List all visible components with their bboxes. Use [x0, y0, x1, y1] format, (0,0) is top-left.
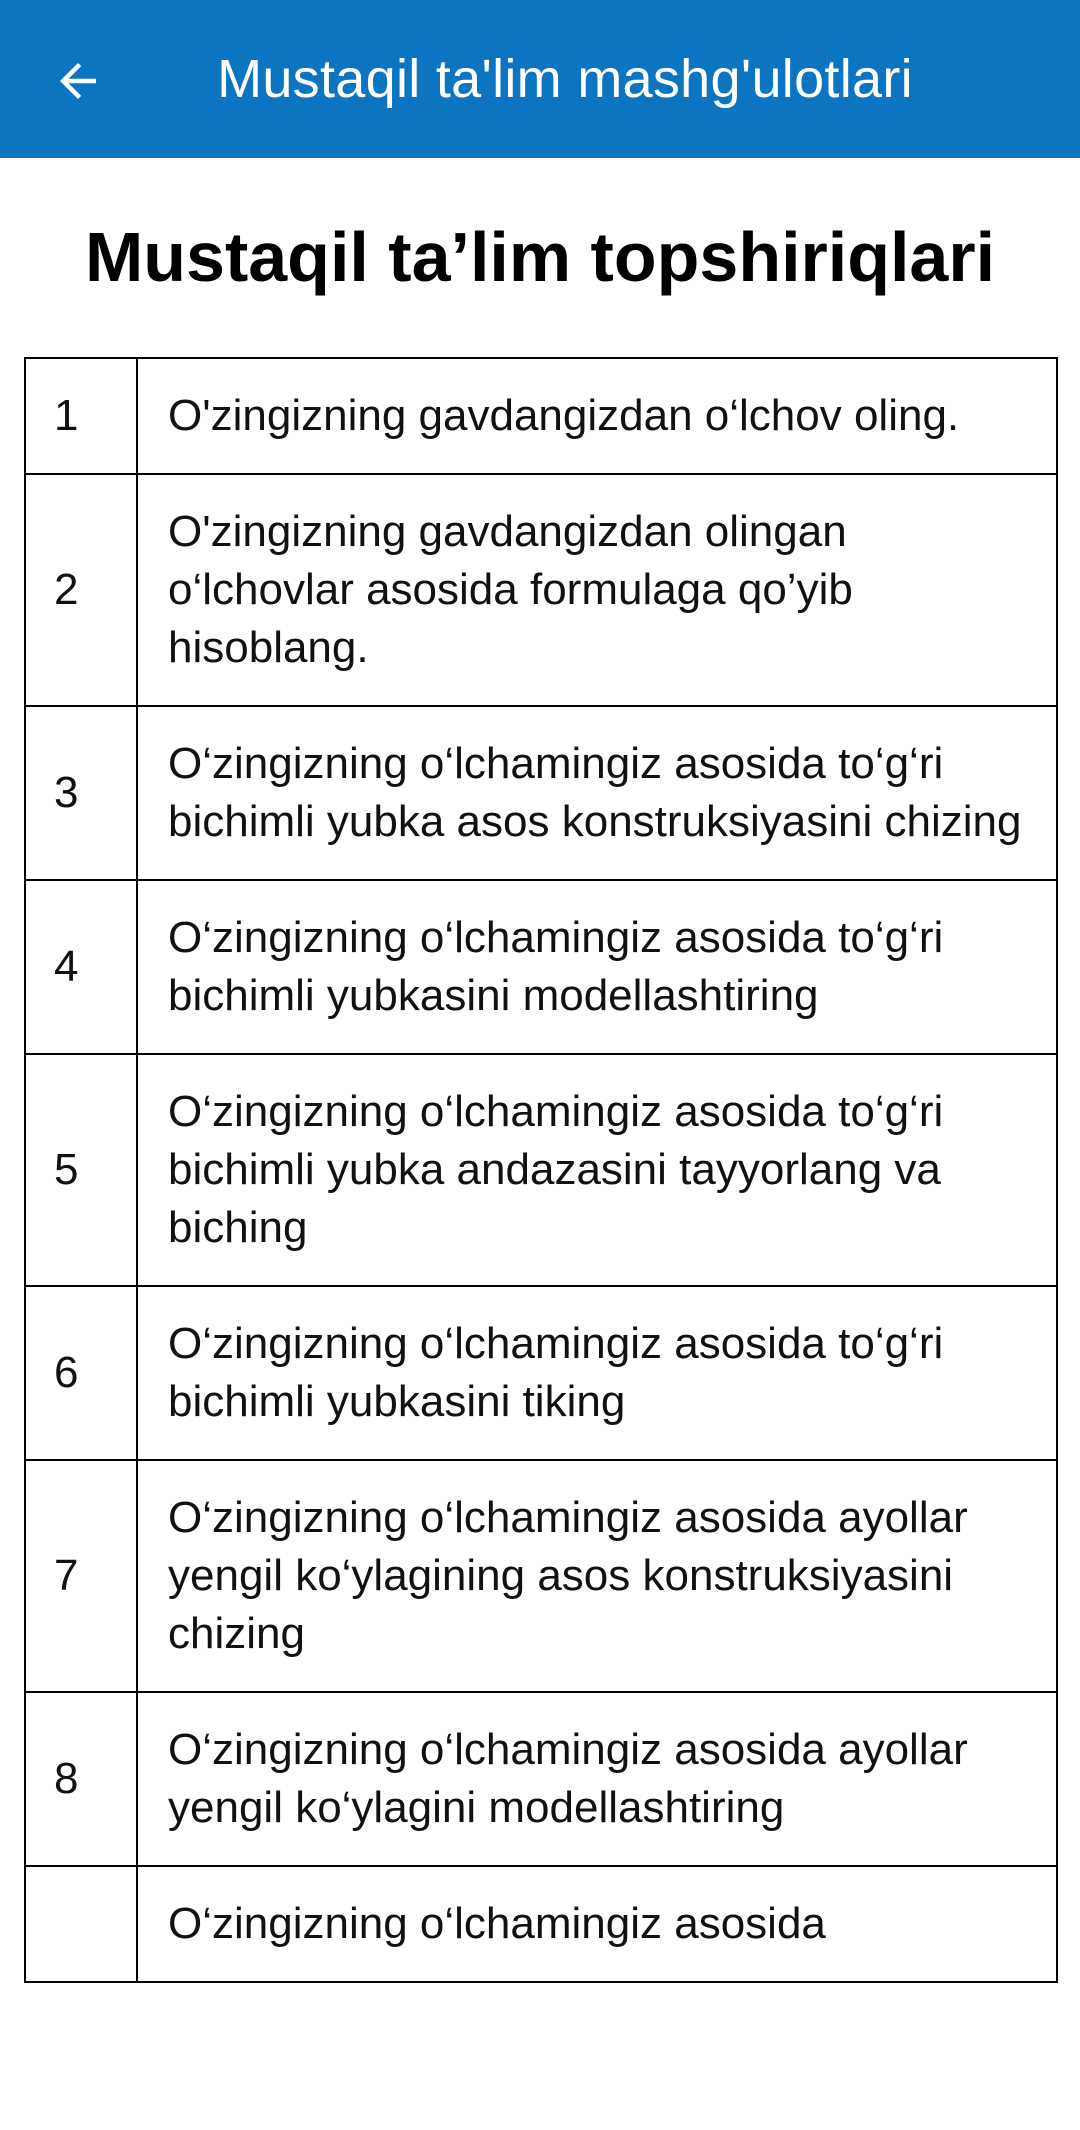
task-number: 3: [25, 706, 137, 880]
task-text: O‘zingizning o‘lchamingiz asosida to‘g‘ri bichimli yubkasini tiking: [137, 1286, 1057, 1460]
task-text: O‘zingizning o‘lchamingiz asosida to‘g‘ri bichimli yubka andazasini tayyorlang va biching: [137, 1054, 1057, 1286]
table-row: [25, 1054, 1057, 1286]
task-number: 2: [25, 474, 137, 706]
table-row: [25, 1866, 1057, 1982]
task-number: 8: [25, 1692, 137, 1866]
task-number: 7: [25, 1460, 137, 1692]
task-text: O‘zingizning o‘lchamingiz asosida ayollar yengil ko‘ylagini modellashtiring: [137, 1692, 1057, 1866]
task-number: 1: [25, 358, 137, 474]
tasks-table: [24, 357, 1058, 1983]
task-number: 5: [25, 1054, 137, 1286]
table-row: [25, 1286, 1057, 1460]
table-row: [25, 474, 1057, 706]
task-text: O‘zingizning o‘lchamingiz asosida to‘g‘ri bichimli yubkasini modellashtiring: [137, 880, 1057, 1054]
table-row: [25, 358, 1057, 474]
task-number: 6: [25, 1286, 137, 1460]
table-row: [25, 1692, 1057, 1866]
app-bar-title: Mustaqil ta'lim mashg'ulotlari: [217, 49, 913, 109]
page-title: Mustaqil ta’lim topshiriqlari: [84, 218, 996, 296]
app-bar: [0, 0, 1080, 158]
task-number: [25, 1866, 137, 1982]
task-text: O‘zingizning o‘lchamingiz asosida: [137, 1866, 1057, 1982]
task-number: 4: [25, 880, 137, 1054]
table-row: [25, 706, 1057, 880]
back-button[interactable]: [40, 46, 116, 116]
arrow-left-icon: [51, 54, 105, 108]
task-text: O‘zingizning o‘lchamingiz asosida ayollar yengil ko‘ylagining asos konstruksiyasini chizing: [137, 1460, 1057, 1692]
task-text: O‘zingizning o‘lchamingiz asosida to‘g‘ri bichimli yubka asos konstruksiyasini chizing: [137, 706, 1057, 880]
task-text: O'zingizning gavdangizdan o‘lchov oling.: [137, 358, 1057, 474]
task-text: O'zingizning gavdangizdan olingan o‘lchovlar asosida formulaga qo’yib hisoblang.: [137, 474, 1057, 706]
table-row: [25, 1460, 1057, 1692]
table-row: [25, 880, 1057, 1054]
